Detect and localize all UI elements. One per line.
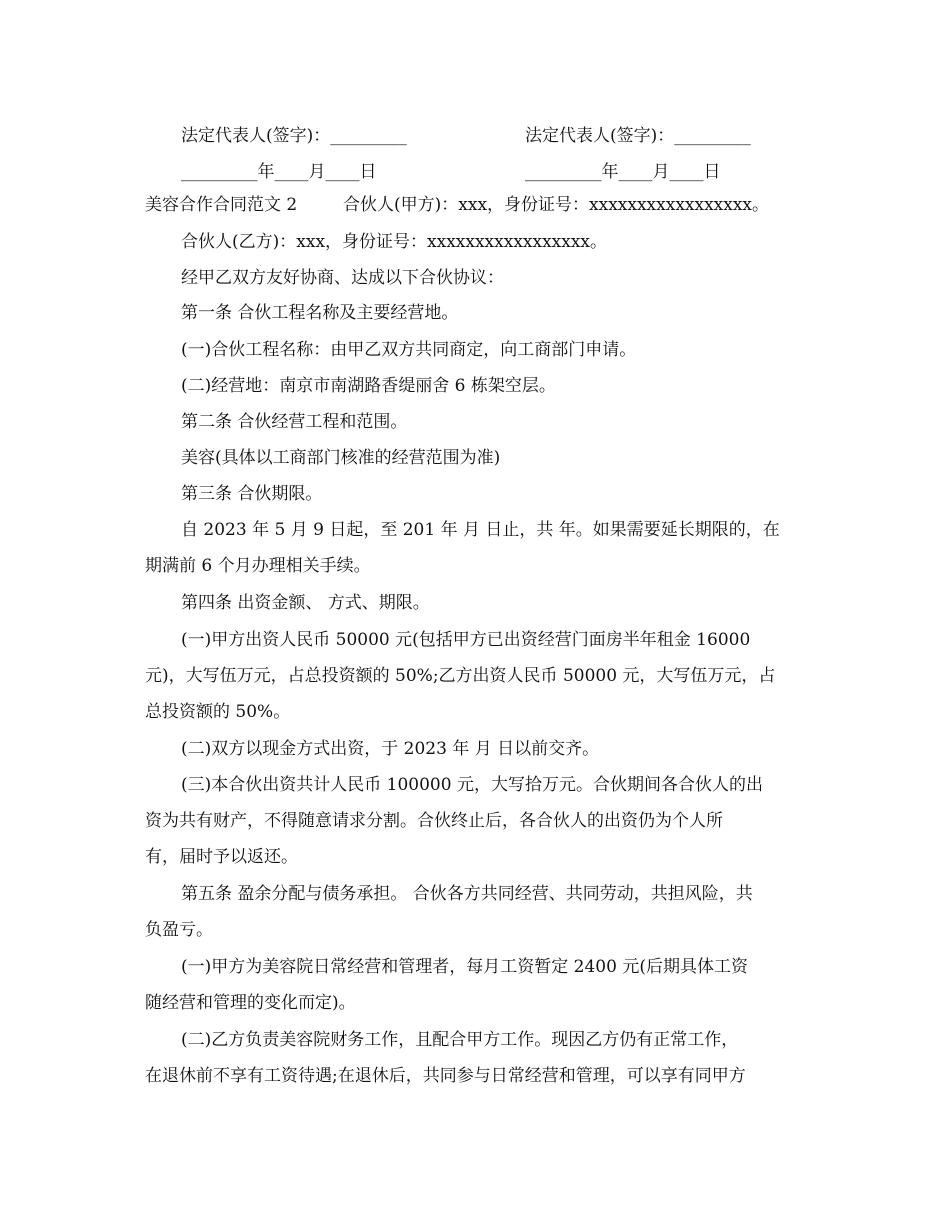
article-3: 第三条 合伙期限。: [181, 484, 323, 504]
article-5-item-2-line-1: (二)乙方负责美容院财务工作，且配合甲方工作。现因乙方仍有正常工作，: [181, 1030, 739, 1050]
intro: 经甲乙双方友好协商、达成以下合伙协议：: [181, 268, 504, 288]
article-3-text-line-1: 自 2023 年 5 月 9 日起，至 201 年 月 日止，共 年。如果需要延长期限的，在: [181, 520, 780, 540]
date-row: [0, 157, 950, 181]
party-a: 合伙人(甲方)：xxx，身份证号：xxxxxxxxxxxxxxxxx。: [343, 195, 770, 215]
article-4-item-3-line-2: 资为共有财产，不得随意请求分割。合伙终止后，各合伙人的出资仍为个人所: [145, 811, 723, 831]
article-4-item-1-line-3: 总投资额的 50%。: [145, 702, 291, 722]
article-5-item-2-line-2: 在退休前不享有工资待遇;在退休后，共同参与日常经营和管理，可以享有同甲方: [145, 1066, 746, 1086]
article-4-item-2: (二)双方以现金方式出资，于 2023 年 月 日以前交齐。: [181, 739, 600, 759]
date-right: _________年____月____日: [525, 162, 721, 182]
article-4: 第四条 出资金额、 方式、期限。: [181, 593, 430, 613]
party-b: 合伙人(乙方)：xxx，身份证号：xxxxxxxxxxxxxxxxx。: [181, 232, 608, 252]
article-1-item-1: (一)合伙工程名称：由甲乙双方共同商定，向工商部门申请。: [181, 340, 637, 360]
doc-title: 美容合作合同范文 2: [145, 195, 298, 215]
signature-left: 法定代表人(签字)：_________: [181, 126, 407, 146]
article-4-item-3-line-3: 有，届时予以返还。: [145, 847, 298, 867]
signature-row: [0, 121, 950, 145]
article-1: 第一条 合伙工程名称及主要经营地。: [181, 303, 459, 323]
signature-right: 法定代表人(签字)：_________: [525, 126, 751, 146]
article-4-item-3-line-1: (三)本合伙出资共计人民币 100000 元，大写拾万元。合伙期间各合伙人的出: [181, 775, 763, 795]
article-4-item-1-line-1: (一)甲方出资人民币 50000 元(包括甲方已出资经营门面房半年租金 16000: [181, 630, 751, 650]
article-5-item-1-line-1: (一)甲方为美容院日常经营和管理者，每月工资暂定 2400 元(后期具体工资: [181, 957, 748, 977]
article-2-item-1: 美容(具体以工商部门核准的经营范围为准): [181, 448, 501, 468]
article-4-item-1-line-2: 元)，大写伍万元，占总投资额的 50%;乙方出资人民币 50000 元，大写伍万元，占: [145, 666, 776, 686]
article-1-item-2: (二)经营地：南京市南湖路香缇丽舍 6 栋架空层。: [181, 376, 556, 396]
article-2: 第二条 合伙经营工程和范围。: [181, 412, 408, 432]
article-3-text-line-2: 期满前 6 个月办理相关手续。: [145, 556, 371, 576]
article-5-line-2: 负盈亏。: [145, 920, 213, 940]
article-5-item-1-line-2: 随经营和管理的变化而定)。: [145, 993, 356, 1013]
article-5-line-1: 第五条 盈余分配与债务承担。 合伙各方共同经营、共同劳动，共担风险，共: [181, 884, 753, 904]
date-left: _________年____月____日: [181, 162, 377, 182]
